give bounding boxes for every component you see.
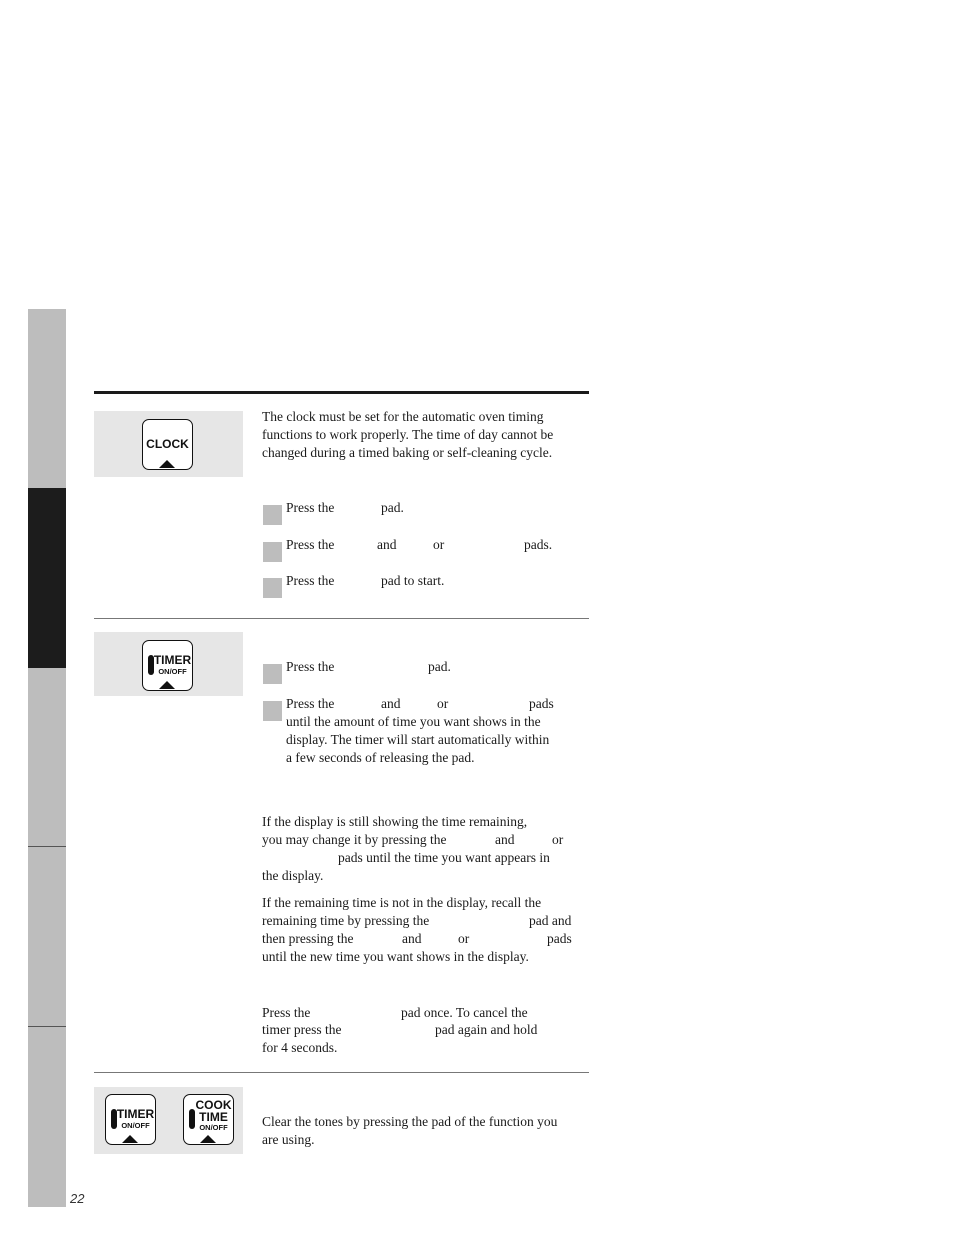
clock-step-2-text: and [377, 537, 397, 552]
page-number: 22 [70, 1191, 85, 1206]
timer-on-off-key[interactable] [105, 1094, 156, 1145]
change-timer-text: you may change it by pressing the [262, 832, 447, 847]
clock-step-2-text: pads. [524, 537, 553, 552]
clock-intro-line: functions to work properly. The time of day cannot be [262, 427, 554, 442]
recall-timer-text: then pressing the [262, 931, 354, 946]
change-timer-text: or [552, 832, 564, 847]
timer-step-2-text: until the amount of time you want shows in the [286, 714, 541, 729]
clock-step-3-text: Press the [286, 573, 335, 588]
side-tab-3 [28, 668, 66, 846]
clock-step-3-text: pad to start. [381, 573, 445, 588]
timer-step-2-text: pads [529, 696, 554, 711]
step-number-box [263, 505, 282, 525]
clock-intro-line: changed during a timed baking or self-cleaning cycle. [262, 445, 553, 460]
timer-key-sublabel: ON/OFF [158, 667, 187, 676]
step-number-box [263, 578, 282, 598]
recall-timer-text: or [458, 931, 470, 946]
step-number-box [263, 542, 282, 562]
timer-step-2-text: Press the [286, 696, 335, 711]
cancel-timer-text: timer press the [262, 1022, 342, 1037]
cook-time-key-label: COOK [195, 1098, 232, 1112]
cancel-timer-text: Press the [262, 1005, 311, 1020]
recall-timer-text: If the remaining time is not in the display, recall the [262, 895, 542, 910]
timer-step-2-text: or [437, 696, 449, 711]
clock-step-2-text: or [433, 537, 445, 552]
change-timer-text: pads until the time you want appears in [338, 850, 550, 865]
cancel-timer-text: pad again and hold [435, 1022, 538, 1037]
timer-step-1-text: pad. [428, 659, 451, 674]
timer-key-label: TIMER [153, 653, 192, 667]
section-divider [94, 618, 589, 619]
up-arrow-icon [200, 1135, 216, 1143]
side-tab-5 [28, 1027, 66, 1207]
timer-key-label: TIMER [116, 1107, 155, 1121]
section-top-rule [94, 391, 589, 394]
change-timer-text: and [495, 832, 515, 847]
cook-time-key-label: TIME [199, 1110, 228, 1124]
timer-on-off-key[interactable] [142, 640, 193, 691]
clock-key[interactable] [142, 419, 193, 470]
side-tab-4 [28, 847, 66, 1026]
up-arrow-icon [122, 1135, 138, 1143]
cook-time-on-off-key[interactable] [183, 1094, 234, 1145]
clock-key-label: CLOCK [146, 437, 189, 451]
recall-timer-text: remaining time by pressing the [262, 913, 430, 928]
cook-time-key-sublabel: ON/OFF [199, 1123, 228, 1132]
step-number-box [263, 701, 282, 721]
up-arrow-icon [159, 460, 175, 468]
step-number-box [263, 664, 282, 684]
tones-text: are using. [262, 1132, 315, 1147]
change-timer-text: If the display is still showing the time remaining, [262, 814, 528, 829]
clock-step-2-text: Press the [286, 537, 335, 552]
side-tab-active [28, 488, 66, 668]
up-arrow-icon [159, 681, 175, 689]
timer-step-2-text: and [381, 696, 401, 711]
clock-step-1-text: pad. [381, 500, 404, 515]
side-tab-1 [28, 309, 66, 488]
timer-step-1-text: Press the [286, 659, 335, 674]
timer-key-sublabel: ON/OFF [121, 1121, 150, 1130]
clock-step-1-text: Press the [286, 500, 335, 515]
change-timer-text: the display. [262, 868, 324, 883]
section-divider [94, 1072, 589, 1073]
timer-step-2-text: display. The timer will start automatically within [286, 732, 550, 747]
tones-text: Clear the tones by pressing the pad of the function you [262, 1114, 558, 1129]
recall-timer-text: pad and [529, 913, 572, 928]
timer-step-2-text: a few seconds of releasing the pad. [286, 750, 475, 765]
recall-timer-text: and [402, 931, 422, 946]
clock-intro-line: The clock must be set for the automatic oven timing [262, 409, 544, 424]
cancel-timer-text: pad once. To cancel the [401, 1005, 528, 1020]
recall-timer-text: pads [547, 931, 572, 946]
cancel-timer-text: for 4 seconds. [262, 1040, 338, 1055]
recall-timer-text: until the new time you want shows in the display. [262, 949, 529, 964]
